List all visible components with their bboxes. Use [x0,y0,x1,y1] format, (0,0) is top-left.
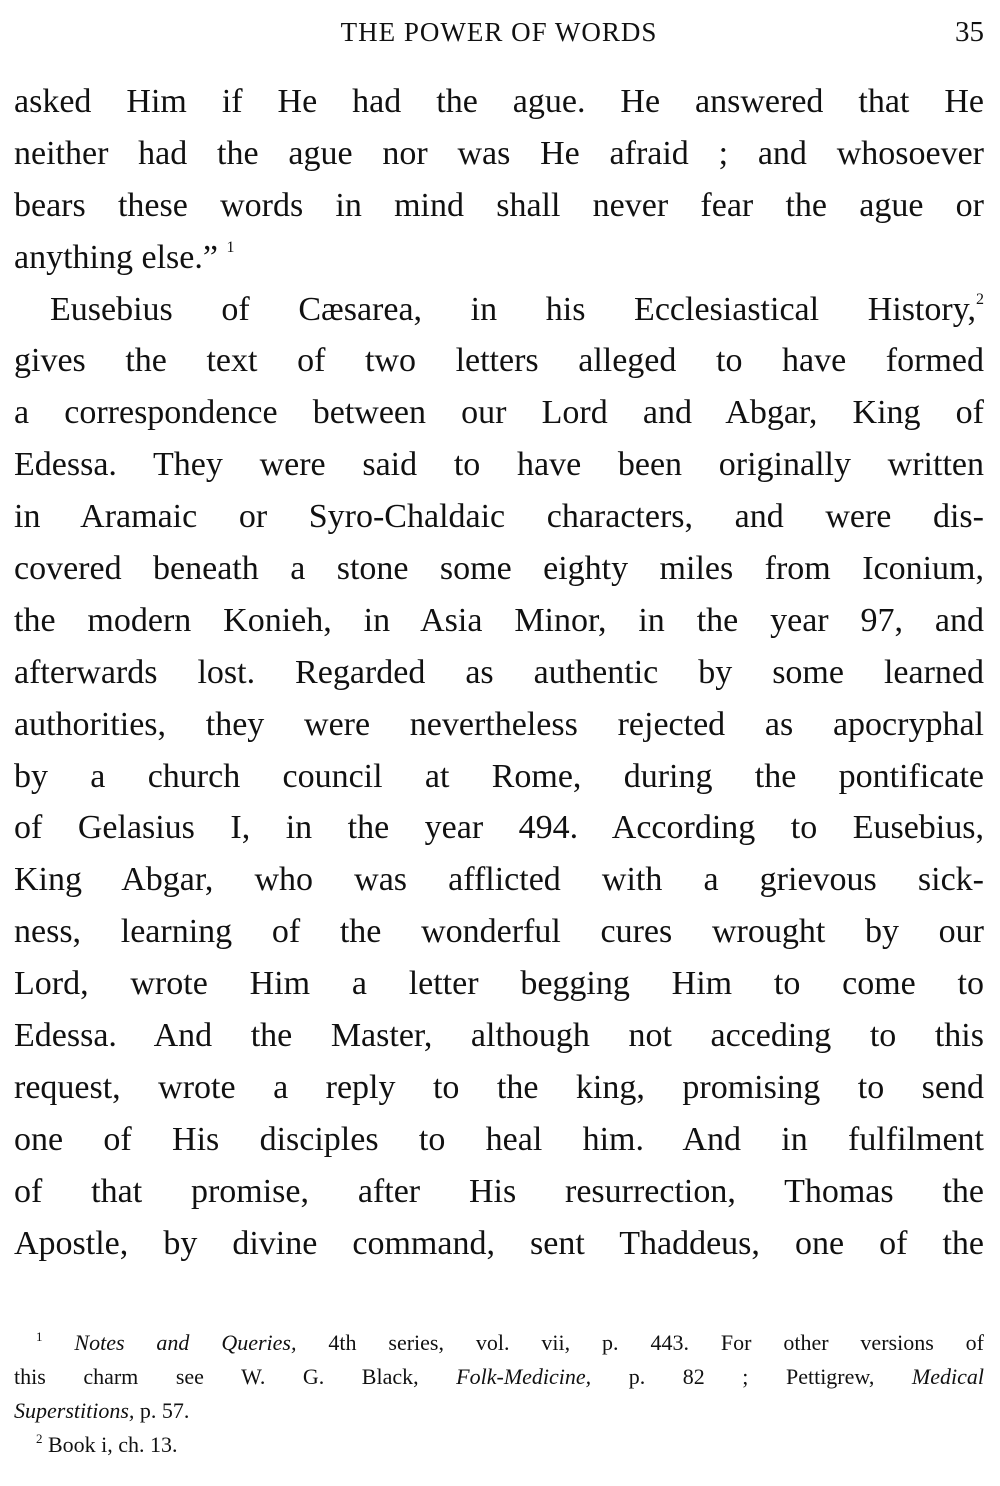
footnote-source-title: Notes and Queries, [74,1330,297,1355]
text-line: bears these words in mind shall never fear the ague or [14,186,984,224]
text-line: the modern Konieh, in Asia Minor, in the year 97, and [14,601,984,639]
text-line: Edessa. And the Master, although not acceding to this [14,1017,984,1055]
text-line: gives the text of two letters alleged to have formed [14,342,984,380]
page-number: 35 [955,16,984,48]
footnote-text: Book i, ch. 13. [42,1432,178,1457]
text-line: afterwards lost. Regarded as authentic by some learned [14,653,984,691]
footnote-text: p. 57. [134,1398,190,1423]
footnote-marker: 1 [36,1329,43,1344]
text-line: Lord, wrote Him a letter begging Him to come to [14,965,984,1003]
text-line: one of His disciples to heal him. And in fulfilment [14,1120,984,1158]
footnote-1-line [14,1394,984,1428]
footnote-1-line [14,1360,984,1394]
text-line: Apostle, by divine command, sent Thaddeus, one of the [14,1224,984,1262]
footnote-source-title: Superstitions, [14,1398,135,1423]
footnote-text: p. 82 ; Pettigrew, [591,1364,912,1389]
footnote-reference: 2 [976,290,984,308]
footnote-reference: 1 [226,238,235,256]
text-line: Edessa. They were said to have been originally written [14,446,984,484]
text-line: request, wrote a reply to the king, promising to send [14,1068,984,1106]
text-segment: anything else.” [14,238,218,276]
text-line: asked Him if He had the ague. He answered that He [14,83,984,120]
text-line: ness, learning of the wonderful cures wrought by our [14,913,984,951]
footnotes [14,1326,984,1462]
text-line: covered beneath a stone some eighty miles from Iconium, [14,550,984,588]
text-line [14,232,984,284]
footnote-1-line [14,1326,984,1360]
text-segment: Eusebius of Cæsarea, in his Ecclesiastical History, [50,290,976,328]
body-text [14,76,984,1269]
footnote-text: 4th series, vol. vii, p. 443. For other versions of [296,1330,984,1355]
footnote-source-title: Medical [911,1364,984,1389]
text-line: authorities, they were nevertheless rejected as apocryphal [14,705,984,743]
text-line: King Abgar, who was afflicted with a grievous sick- [14,861,984,899]
text-line: in Aramaic or Syro-Chaldaic characters, and were dis- [14,498,984,536]
footnote-2-line [14,1428,984,1462]
text-line: neither had the ague nor was He afraid ; and whosoever [14,134,984,172]
footnote-text: this charm see W. G. Black, [14,1364,457,1389]
text-line: a correspondence between our Lord and Abgar, King of [14,394,984,432]
text-line: by a church council at Rome, during the pontificate [14,757,984,795]
footnote-marker: 2 [36,1431,43,1446]
text-line: of Gelasius I, in the year 494. According to Eusebius, [14,809,984,847]
running-head [14,12,984,52]
text-line: of that promise, after His resurrection, Thomas the [14,1172,984,1210]
paragraph-first-line [14,284,984,336]
footnote-source-title: Folk-Medicine, [456,1364,592,1389]
running-title: THE POWER OF WORDS [340,17,658,47]
